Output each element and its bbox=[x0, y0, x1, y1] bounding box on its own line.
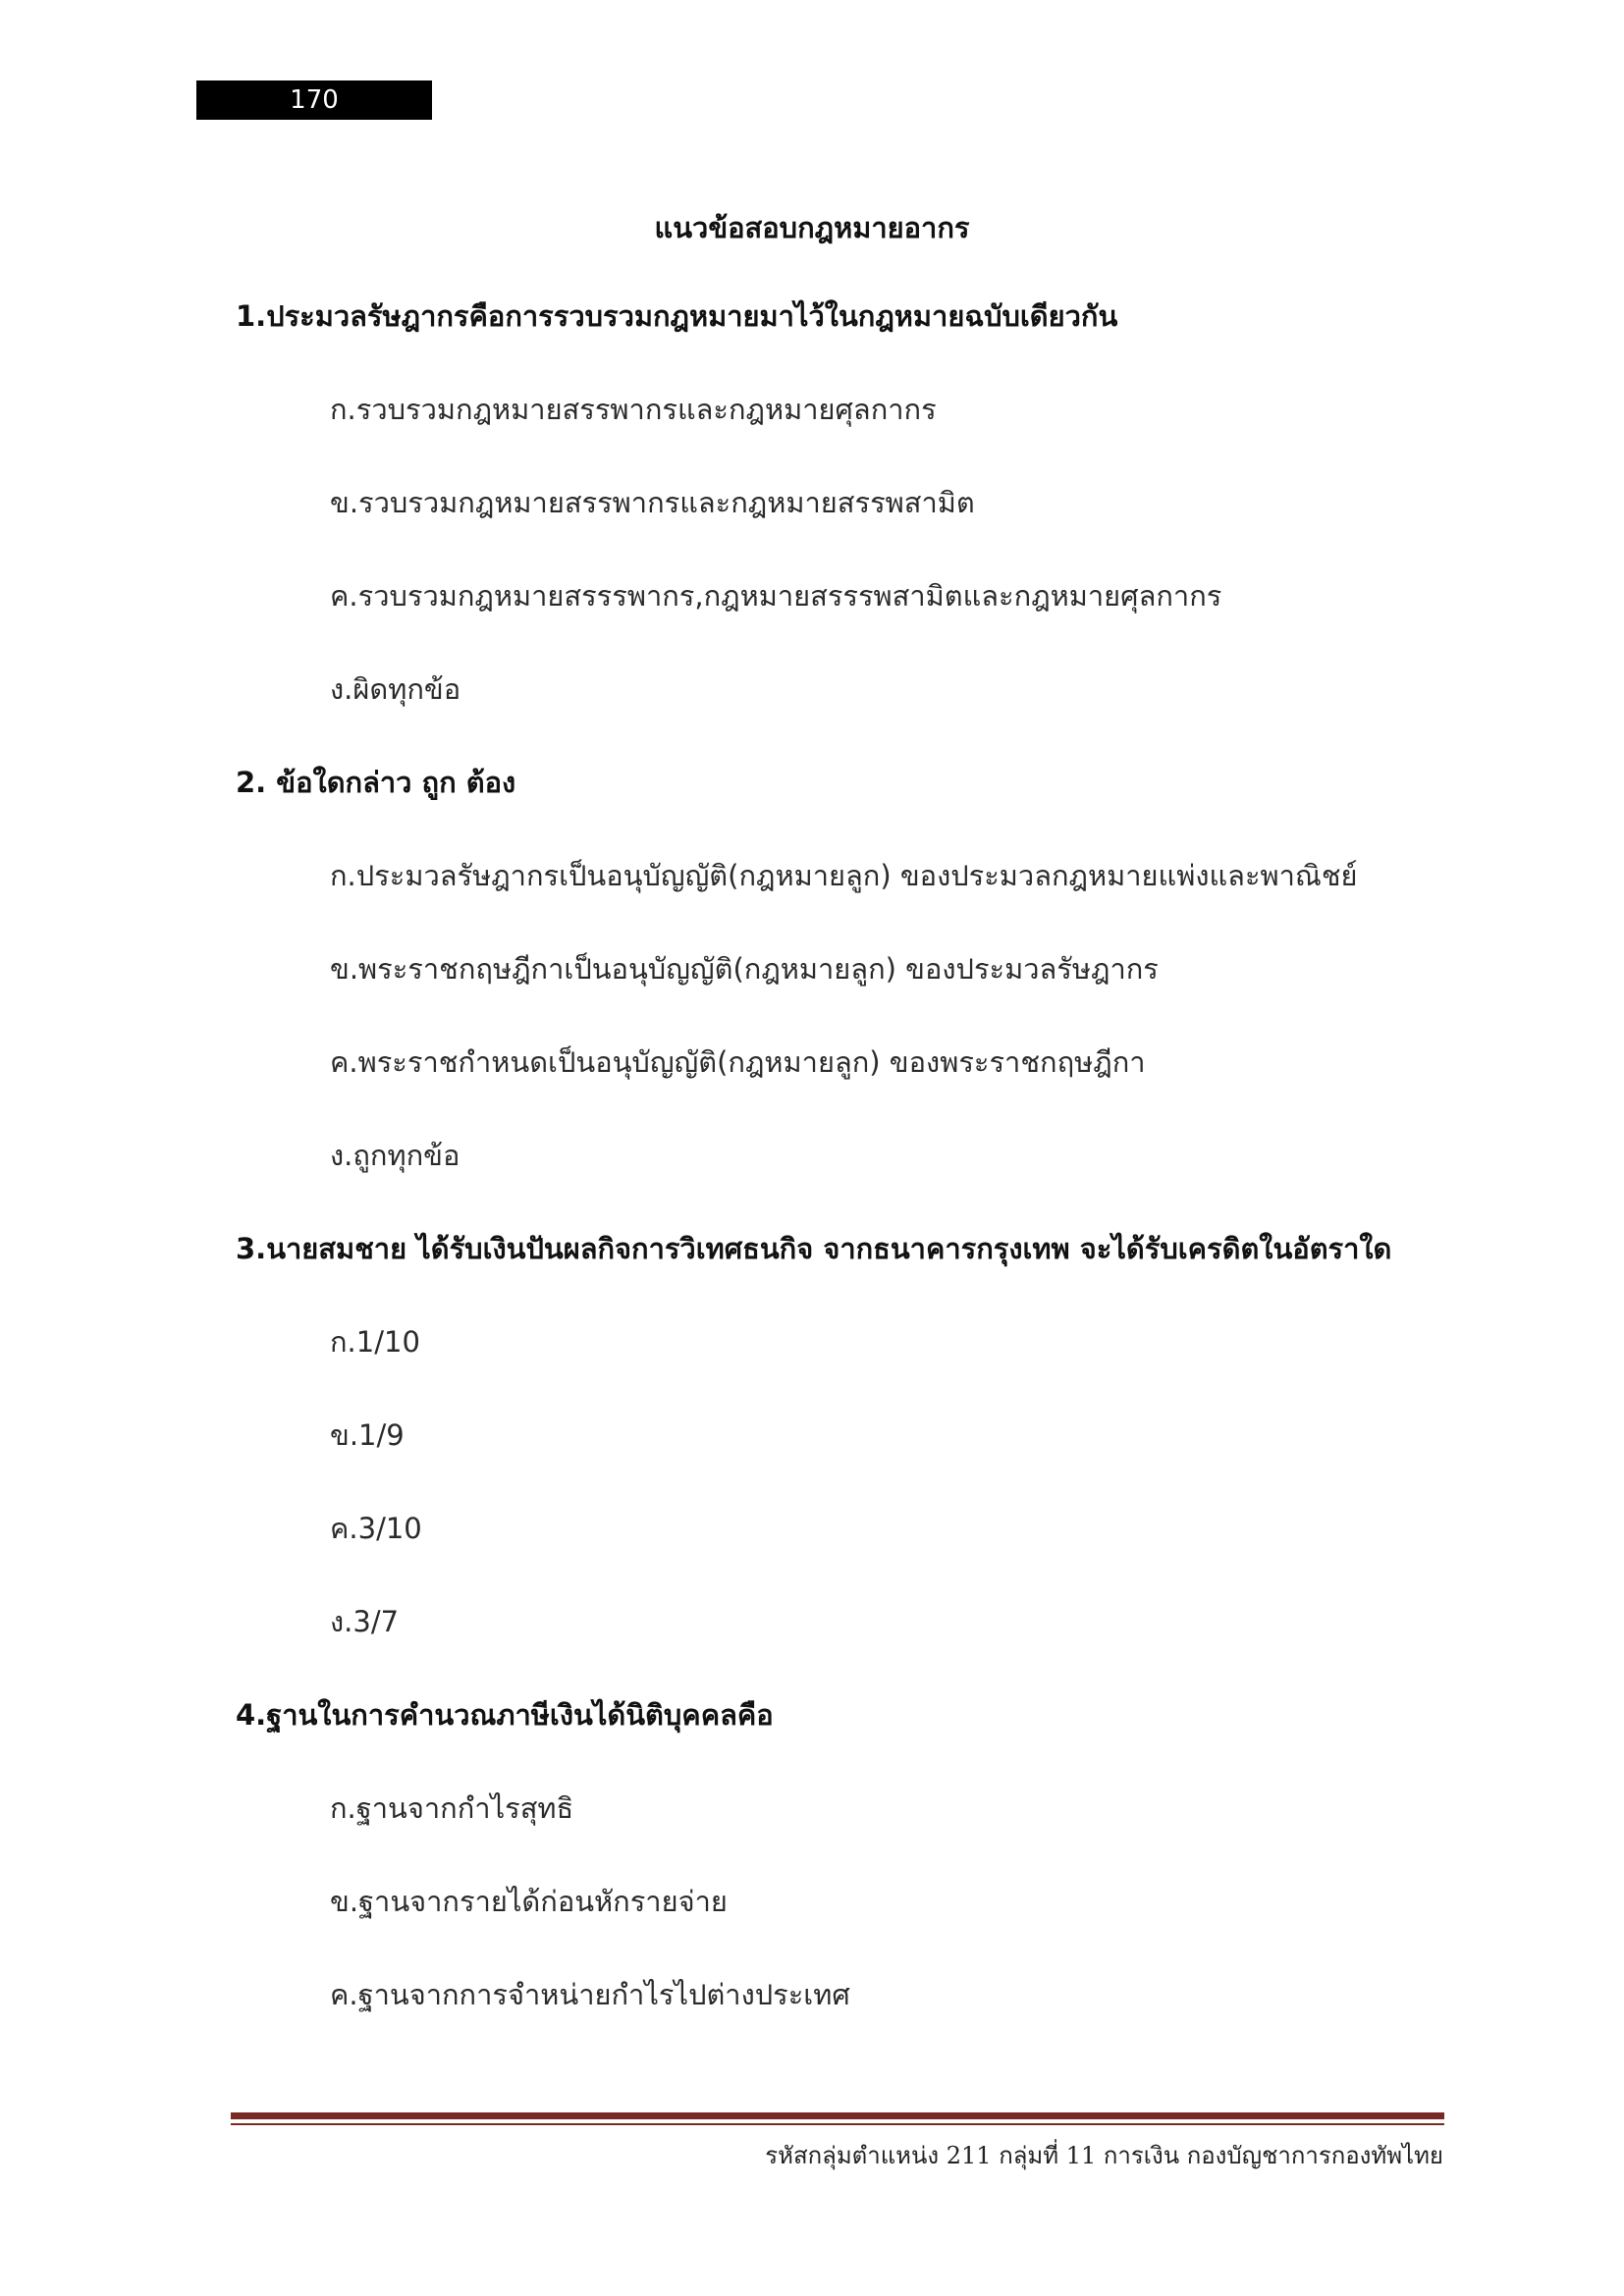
question-1-option-c: ค.รวบรวมกฎหมายสรรรพากร,กฎหมายสรรรพสามิตและกฎหมายศุลกากร bbox=[330, 579, 1222, 613]
question-list bbox=[236, 294, 1463, 2066]
question-2-option-c: ค.พระราชกำหนดเป็นอนุบัญญัติ(กฎหมายลูก) ของพระราชกฤษฎีกา bbox=[330, 1045, 1146, 1079]
question-3-option-c: ค.3/10 bbox=[330, 1512, 422, 1545]
question-2-text: 2. ข้อใดกล่าว ถูก ต้อง bbox=[236, 766, 516, 799]
question-block-3 bbox=[236, 1227, 1463, 1693]
page-title: แนวข้อสอบกฎหมายอากร bbox=[654, 211, 970, 244]
footer-rule-thick bbox=[231, 2112, 1444, 2119]
question-2-option-b: ข.พระราชกฤษฎีกาเป็นอนุบัญญัติ(กฎหมายลูก) ของประมวลรัษฎากร bbox=[330, 952, 1159, 986]
question-3-option-b: ข.1/9 bbox=[330, 1418, 405, 1452]
question-3-option-d: ง.3/7 bbox=[330, 1605, 400, 1638]
question-4-option-a: ก.ฐานจากกำไรสุทธิ bbox=[330, 1791, 574, 1825]
page-number: 170 bbox=[196, 80, 432, 120]
question-2-option-d: ง.ถูกทุกข้อ bbox=[330, 1139, 460, 1172]
question-block-1 bbox=[236, 294, 1463, 761]
question-1-option-b: ข.รวบรวมกฎหมายสรรพากรและกฎหมายสรรพสามิต bbox=[330, 486, 975, 519]
footer-rule-thin bbox=[231, 2123, 1444, 2125]
footer-text: รหัสกลุ่มตำแหน่ง 211 กลุ่มที่ 11 การเงิน กองบัญชาการกองทัพไทย bbox=[765, 2142, 1443, 2169]
question-2-option-a: ก.ประมวลรัษฎากรเป็นอนุบัญญัติ(กฎหมายลูก) ของประมวลกฎหมายแพ่งและพาณิชย์ bbox=[330, 859, 1358, 892]
question-1-text: 1.ประมวลรัษฎากรคือการรวบรวมกฎหมายมาไว้ในกฎหมายฉบับเดียวกัน bbox=[236, 299, 1118, 333]
question-block-4 bbox=[236, 1693, 1463, 2066]
question-4-option-c: ค.ฐานจากการจำหน่ายกำไรไปต่างประเทศ bbox=[330, 1978, 850, 2011]
question-3-text: 3.นายสมชาย ได้รับเงินปันผลกิจการวิเทศธนกิจ จากธนาคารกรุงเทพ จะได้รับเครดิตในอัตราใด bbox=[236, 1232, 1392, 1265]
question-3-option-a: ก.1/10 bbox=[330, 1325, 420, 1359]
question-1-option-d: ง.ผิดทุกข้อ bbox=[330, 672, 461, 706]
question-4-text: 4.ฐานในการคำนวณภาษีเงินได้นิติบุคคลคือ bbox=[236, 1698, 774, 1732]
question-4-option-b: ข.ฐานจากรายได้ก่อนหักรายจ่าย bbox=[330, 1885, 728, 1918]
question-block-2 bbox=[236, 761, 1463, 1227]
question-1-option-a: ก.รวบรวมกฎหมายสรรพากรและกฎหมายศุลกากร bbox=[330, 393, 937, 426]
